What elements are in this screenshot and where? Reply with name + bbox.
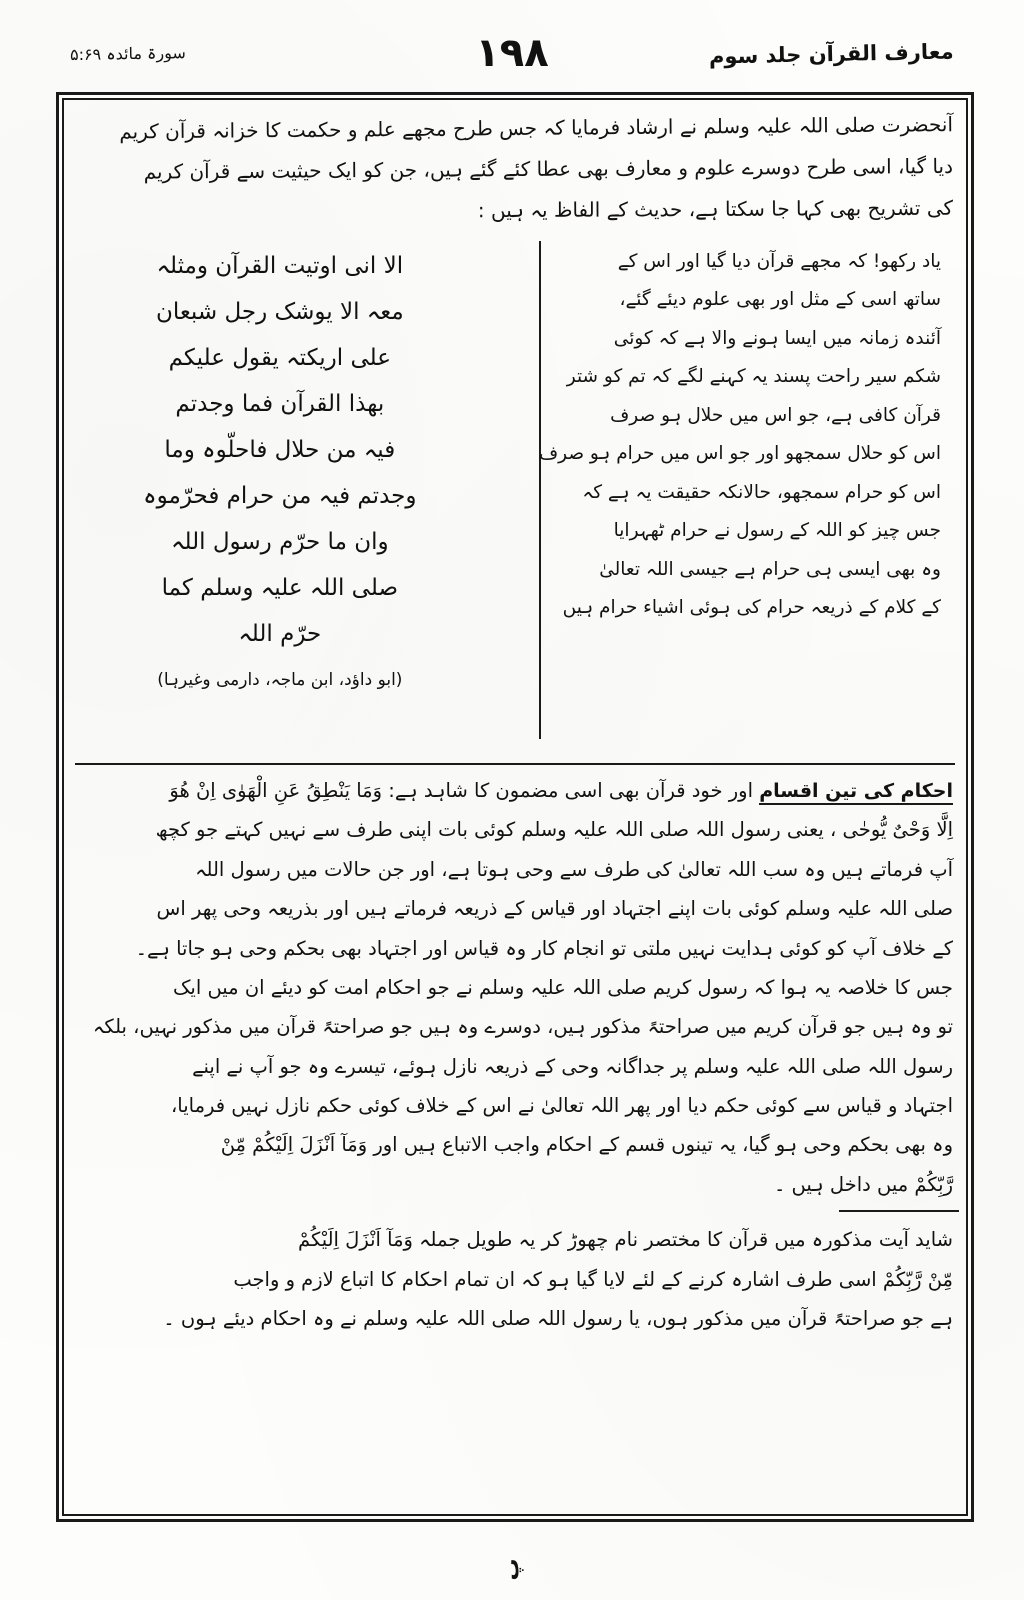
sura-reference [70, 43, 204, 64]
sura-label: سورۃ مائدہ [106, 43, 186, 64]
arabic-line: بھذا القرآن فما وجدتم [175, 391, 385, 417]
translation-line: کے کلام کے ذریعہ حرام کی ہوئی اشیاء حرام ہیں [562, 597, 941, 619]
hadith-source: (ابو داؤد، ابن ماجہ، دارمی وغیرہا) [157, 670, 403, 690]
hadith-arabic-column [75, 239, 489, 759]
section-line: اور خود قرآن بھی اسی مضمون کا شاہد ہے: وَمَا یَنْطِقُ عَنِ الْھَوٰی اِنْ ھُوَ [169, 779, 754, 802]
arabic-line: فیہ من حلال فاحلّوہ وما [164, 437, 396, 463]
footer-signature: پ [499, 1558, 525, 1581]
section-line: تو وہ ہیں جو قرآن کریم میں صراحتہً مذکور ہیں، دوسرے وہ ہیں جو صراحتہً قرآن میں مذکور نہیں، بلکہ [92, 1015, 953, 1039]
section-line: آپ فرماتے ہیں وہ سب اللہ تعالیٰ کی طرف سے وحی ہوتا ہے، اور جن حالات میں رسول اللہ [195, 857, 953, 881]
intro-line: کی تشریح بھی کہا جا سکتا ہے، حدیث کے الفاظ یہ ہیں : [477, 195, 954, 223]
section-heading: احکام کی تین اقسام [759, 780, 953, 805]
translation-line: وہ بھی ایسی ہی حرام ہے جیسی اللہ تعالیٰ [599, 558, 941, 580]
intro-line: آنحضرت صلی اللہ علیہ وسلم نے ارشاد فرمایا کہ جس طرح مجھے علم و حکمت کا خزانہ قرآن کریم [119, 112, 954, 144]
section-divider [75, 763, 955, 765]
frame-content [71, 104, 959, 1510]
translation-line: اس کو حلال سمجھو اور جو اس میں حرام ہو صرف [538, 443, 941, 465]
arabic-line: وجدتم فیہ من حرام فحرّموہ [143, 483, 417, 509]
arabic-line: صلی اللہ علیہ وسلم کما [161, 575, 398, 601]
arabic-line: وان ما حرّم رسول اللہ [171, 529, 389, 555]
section-line: کے خلاف آپ کو کوئی ہدایت نہیں ملتی تو انجام کار وہ قیاس اور اجتہاد بھی بحکم وحی ہو جاتا ہے۔ [135, 936, 953, 960]
translation-line: شکم سیر راحت پسند یہ کہنے لگے کہ تم کو شتر [566, 366, 941, 388]
section-line: صلی اللہ علیہ وسلم کوئی بات اپنے اجتہاد اور قیاس کے ذریعہ فرماتے ہیں اور بذریعہ وحی پھر اس [156, 897, 953, 921]
translation-line: قرآن کافی ہے، جو اس میں حلال ہو صرف [610, 404, 941, 426]
arabic-line: الا انی اوتیت القرآن ومثلہ [156, 253, 404, 279]
final-line: شاید آیت مذکورہ میں قرآن کا مختصر نام چھوڑ کر یہ طویل جملہ وَمَآ اَنْزَلَ اِلَیْکُمْ [297, 1228, 953, 1252]
hadith-block [75, 239, 955, 759]
verse-reference: ۵:۶۹ [69, 44, 102, 65]
book-title: معارف القرآن جلد سوم [709, 39, 955, 69]
section-ahkam [77, 771, 953, 1204]
intro-paragraph [77, 108, 953, 231]
arabic-line: معہ الا یوشک رجل شبعان [155, 299, 404, 325]
arabic-line: حرّم اللہ [238, 621, 322, 647]
final-paragraph [77, 1220, 953, 1338]
section-first-line [77, 771, 953, 810]
translation-line: یاد رکھو! کہ مجھے قرآن دیا گیا اور اس کے [617, 251, 941, 272]
section-line: رَّبِّکُمْ میں داخل ہیں ۔ [773, 1172, 953, 1196]
translation-line: آئندہ زمانہ میں ایسا ہونے والا ہے کہ کوئی [613, 327, 941, 349]
page-number: ۱۹۸ [475, 30, 549, 76]
intro-line: دیا گیا، اسی طرح دوسرے علوم و معارف بھی عطا کئے گئے ہیں، جن کو ایک حیثیت سے قرآن کریم [143, 153, 954, 184]
arabic-line: علی اریکتہ یقول علیکم [168, 345, 391, 371]
final-line: ہے جو صراحتہً قرآن میں مذکور ہوں، یا رسول اللہ صلی اللہ علیہ وسلم نے وہ احکام دیئے ہوں ۔ [163, 1306, 953, 1330]
paragraph-separator [839, 1210, 959, 1212]
translation-line: اس کو حرام سمجھو، حالانکہ حقیقت یہ ہے کہ [582, 481, 941, 503]
final-line: مِّنْ رَّبِّکُمْ اسی طرف اشارہ کرنے کے لئے لایا گیا ہو کہ ان تمام احکام کا اتباع لازم و واجب [233, 1267, 953, 1291]
text-frame [56, 92, 974, 1522]
section-line: جس کا خلاصہ یہ ہوا کہ رسول کریم صلی اللہ علیہ وسلم نے جو احکام امت کو دیئے ان میں ایک [172, 975, 953, 999]
section-line: اجتہاد و قیاس سے کوئی حکم دیا اور پھر اللہ تعالیٰ نے اس کے خلاف کوئی حکم نازل نہیں فرمایا، [170, 1094, 953, 1117]
page-header [69, 30, 955, 80]
section-line: اِلَّا وَحْیٌ یُّوحٰی ، یعنی رسول اللہ صلی اللہ علیہ وسلم کوئی بات اپنی طرف سے نہیں کہتے جو کچھ [155, 818, 953, 842]
translation-line: ساتھ اسی کے مثل اور بھی علوم دیئے گئے، [619, 289, 941, 311]
section-line: رسول اللہ صلی اللہ علیہ وسلم پر جداگانہ وحی کے ذریعہ نازل ہوئے، تیسرے وہ جو آپ نے اپنے [192, 1054, 953, 1078]
translation-line: جس چیز کو اللہ کے رسول نے حرام ٹھہرایا [613, 520, 941, 542]
hadith-translation-column [489, 239, 955, 759]
section-line: وہ بھی بحکم وحی ہو گیا، یہ تینوں قسم کے احکام واجب الاتباع ہیں اور وَمَآ اَنْزَلَ اِلَیْکُمْ مِّنْ [220, 1133, 953, 1157]
